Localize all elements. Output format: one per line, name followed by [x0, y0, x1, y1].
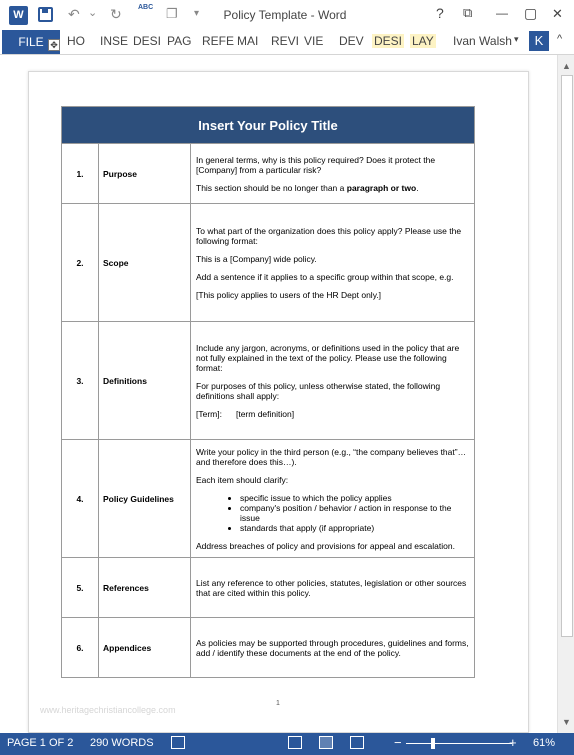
row-content[interactable] — [191, 322, 475, 440]
row-label: References — [99, 558, 191, 618]
guidelines-text: Write your policy in the third person (e.g., “the company believes that”… and therefore does this…). — [196, 446, 467, 467]
scope-example: This is a [Company] wide policy. — [196, 253, 317, 264]
policy-title[interactable]: Insert Your Policy Title — [62, 107, 475, 144]
table-row — [62, 144, 475, 204]
definitions-format: [Term]: [term definition] — [196, 408, 295, 419]
tab-table-design[interactable]: DESI — [374, 34, 403, 48]
list-item: • specific issue to which the policy applies — [240, 493, 469, 503]
table-row — [62, 558, 475, 618]
row-label: Purpose — [99, 144, 191, 204]
row-label: Appendices — [99, 618, 191, 678]
row-number: 1. — [62, 144, 99, 204]
user-dropdown-icon[interactable]: ▾ — [514, 34, 519, 44]
scope-note: Add a sentence if it applies to a specific group within that scope, e.g. — [196, 271, 454, 282]
tab-design[interactable]: DESI — [133, 34, 162, 48]
row-content[interactable] — [191, 204, 475, 322]
table-move-handle-icon[interactable]: ✥ — [48, 39, 60, 51]
ribbon-display-icon[interactable]: ⧉ — [463, 5, 473, 20]
avatar[interactable]: K — [529, 31, 549, 51]
appendices-text: As policies may be supported through procedures, guidelines and forms, add / identify these documents at the end of the policy. — [196, 637, 469, 658]
zoom-out-button[interactable]: − — [394, 735, 402, 750]
scroll-up-icon[interactable]: ▲ — [562, 61, 571, 71]
row-label: Definitions — [99, 322, 191, 440]
policy-table — [61, 106, 475, 678]
tab-page-layout[interactable]: PAG — [167, 34, 192, 48]
scope-text: To what part of the organization does this policy apply? Please use the following format: — [196, 225, 462, 246]
table-row — [62, 322, 475, 440]
row-content[interactable] — [191, 558, 475, 618]
row-label: Scope — [99, 204, 191, 322]
help-icon[interactable]: ? — [436, 5, 444, 21]
row-number: 6. — [62, 618, 99, 678]
minimize-icon[interactable]: — — [496, 6, 508, 20]
table-row — [62, 204, 475, 322]
file-tab[interactable]: FILE — [2, 30, 60, 54]
tab-table-layout[interactable]: LAY — [412, 34, 434, 48]
zoom-slider[interactable] — [406, 743, 512, 744]
proofing-icon[interactable] — [171, 736, 185, 749]
guidelines-breaches: Address breaches of policy and provisions for appeal and escalation. — [196, 540, 455, 551]
save-icon[interactable] — [38, 7, 53, 22]
tab-home[interactable]: HO — [67, 34, 85, 48]
scope-sample: [This policy applies to users of the HR Dept only.] — [196, 289, 382, 300]
list-item: • standards that apply (if appropriate) — [240, 523, 469, 533]
tab-developer[interactable]: DEV — [339, 34, 364, 48]
scroll-down-icon[interactable]: ▼ — [562, 717, 571, 727]
row-number: 2. — [62, 204, 99, 322]
row-number: 3. — [62, 322, 99, 440]
undo-icon[interactable]: ↶ — [68, 6, 80, 22]
tab-insert[interactable]: INSE — [100, 34, 129, 48]
tab-references[interactable]: REFE — [202, 34, 235, 48]
list-item: • company's position / behavior / action in response to the issue — [240, 503, 469, 523]
guidelines-list — [196, 493, 469, 533]
copy-format-icon[interactable]: ❐ — [166, 6, 178, 21]
definitions-note: For purposes of this policy, unless otherwise stated, the following definitions shall apply: — [196, 380, 441, 401]
row-label: Policy Guidelines — [99, 440, 191, 558]
row-content[interactable] — [191, 144, 475, 204]
table-row — [62, 618, 475, 678]
status-bar — [0, 733, 574, 755]
tab-review[interactable]: REVI — [271, 34, 300, 48]
references-text: List any reference to other policies, statutes, legislation or other sources that are cited within this policy. — [196, 577, 467, 598]
redo-icon[interactable]: ↻ — [110, 6, 122, 22]
table-row — [62, 440, 475, 558]
word-count[interactable]: 290 WORDS — [90, 737, 154, 749]
row-number: 5. — [62, 558, 99, 618]
page-count[interactable]: PAGE 1 OF 2 — [7, 737, 74, 749]
row-number: 4. — [62, 440, 99, 558]
spelling-icon[interactable]: ABC — [138, 4, 154, 11]
zoom-slider-thumb[interactable] — [431, 738, 435, 749]
tab-mailings[interactable]: MAI — [237, 34, 259, 48]
zoom-level[interactable]: 61% — [533, 737, 556, 749]
maximize-icon[interactable]: ▢ — [524, 5, 538, 21]
vertical-scrollbar[interactable] — [557, 55, 574, 733]
window-title: Policy Template - Word — [223, 8, 347, 22]
word-app-icon[interactable]: W — [9, 6, 28, 25]
user-name[interactable]: Ivan Walsh — [453, 34, 512, 48]
tab-view[interactable]: VIE — [304, 34, 324, 48]
scrollbar-thumb[interactable] — [561, 75, 573, 637]
row-content[interactable] — [191, 618, 475, 678]
read-mode-icon[interactable] — [288, 736, 302, 749]
web-layout-icon[interactable] — [350, 736, 364, 749]
row-content[interactable] — [191, 440, 475, 558]
zoom-in-button[interactable]: + — [509, 735, 517, 750]
collapse-ribbon-icon[interactable]: ^ — [557, 33, 563, 45]
undo-dropdown-icon[interactable]: ⌄ — [88, 7, 98, 19]
definitions-text: Include any jargon, acronyms, or definitions used in the policy that are not fully explained in the text of the policy. Please use the following format: — [196, 342, 460, 373]
purpose-text: In general terms, why is this policy required? Does it protect the [Company] from a particular risk? — [196, 154, 436, 175]
watermark: www.heritagechristiancollege.com — [40, 705, 176, 715]
guidelines-clarify: Each item should clarify: — [196, 474, 289, 485]
print-layout-icon[interactable] — [319, 736, 333, 749]
customize-toolbar-icon[interactable]: ▾ — [194, 8, 200, 19]
purpose-length-note: This section should be no longer than a paragraph or two. — [196, 182, 419, 193]
title-bar — [0, 0, 574, 31]
page-number: 1 — [276, 700, 280, 707]
close-icon[interactable]: ✕ — [552, 6, 563, 21]
